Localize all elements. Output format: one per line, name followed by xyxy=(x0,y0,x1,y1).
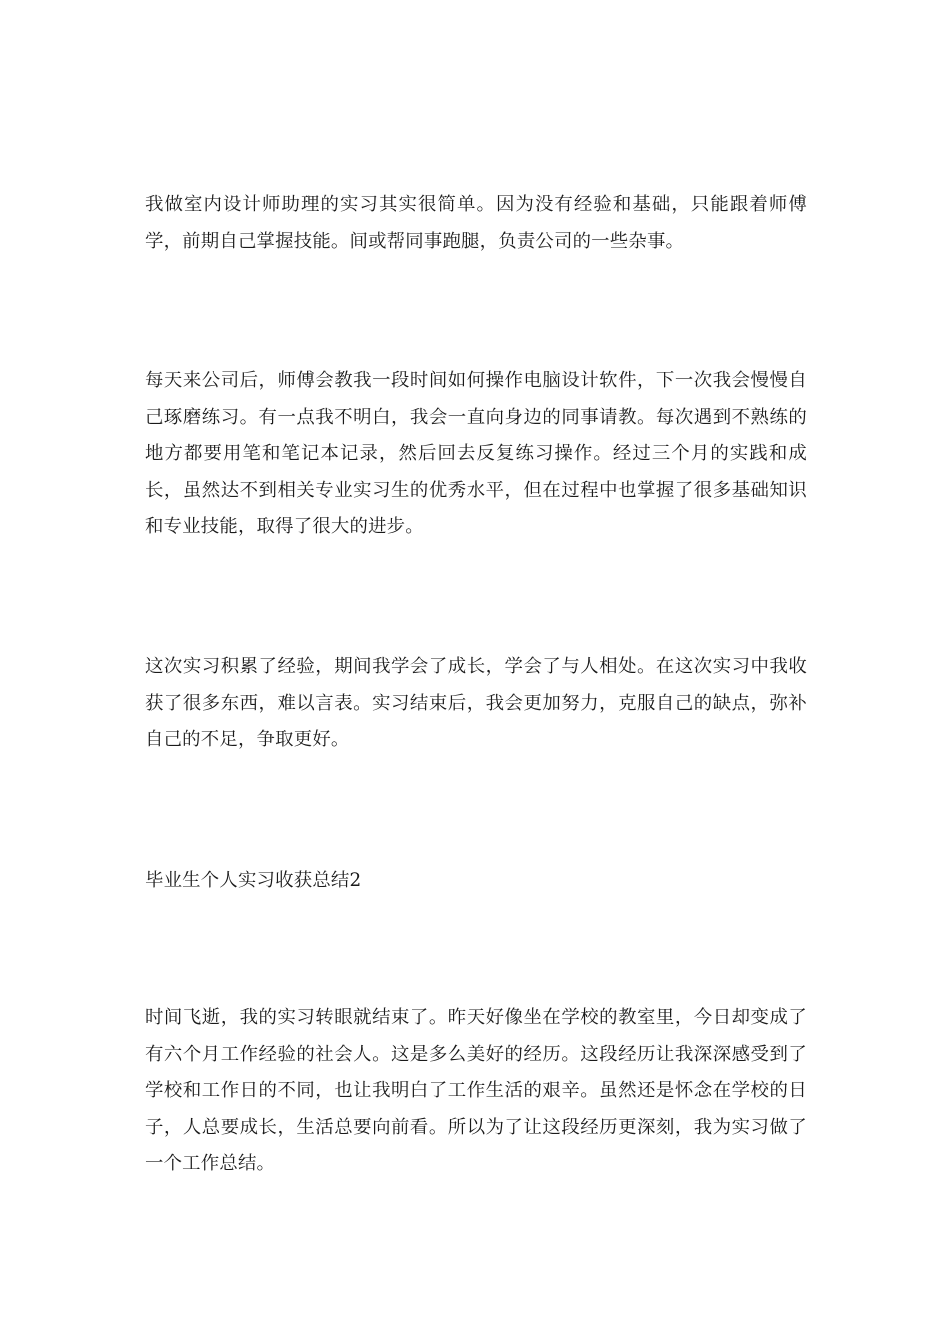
paragraph-intern-role: 我做室内设计师助理的实习其实很简单。因为没有经验和基础，只能跟着师傅学，前期自己掌握技能。间或帮同事跑腿，负责公司的一些杂事。 xyxy=(145,194,807,252)
paragraph-conclusion: 这次实习积累了经验，期间我学会了成长，学会了与人相处。在这次实习中我收获了很多东西，难以言表。实习结束后，我会更加努力，克服自己的缺点，弥补自己的不足，争取更好。 xyxy=(145,656,807,750)
paragraph-daily-learning: 每天来公司后，师傅会教我一段时间如何操作电脑设计软件，下一次我会慢慢自己琢磨练习。有一点我不明白，我会一直向身边的同事请教。每次遇到不熟练的地方都要用笔和笔记本记录，然后回去反复练习操作。经过三个月的实践和成长，虽然达不到相关专业实习生的优秀水平，但在过程中也掌握了很多基础知识和专业技能，取得了很大的进步。 xyxy=(145,370,807,537)
section-heading: 毕业生个人实习收获总结2 xyxy=(145,870,362,891)
paragraph-summary-intro: 时间飞逝，我的实习转眼就结束了。昨天好像坐在学校的教室里，今日却变成了有六个月工作经验的社会人。这是多么美好的经历。这段经历让我深深感受到了学校和工作日的不同，也让我明白了工作生活的艰辛。虽然还是怀念在学校的日子，人总要成长，生活总要向前看。所以为了让这段经历更深刻，我为实习做了一个工作总结。 xyxy=(145,1007,807,1174)
